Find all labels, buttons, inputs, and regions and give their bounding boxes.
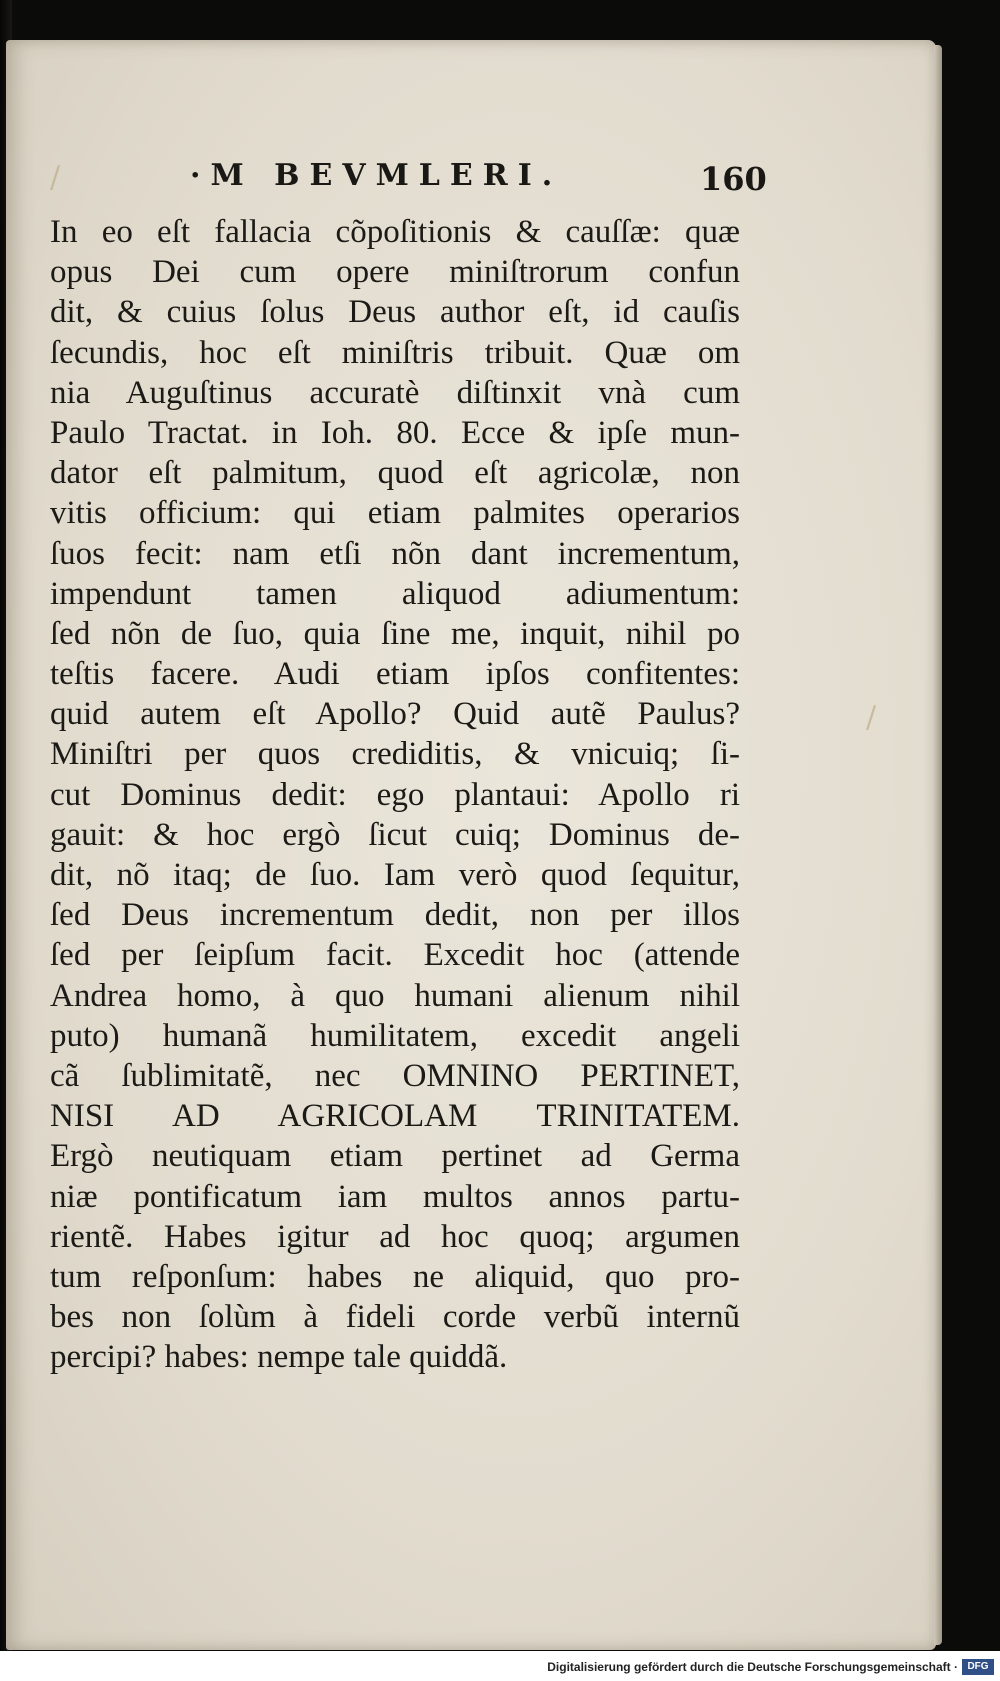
text-line: vitis officium: qui etiam palmites operarios <box>50 495 740 532</box>
text-line: gauit: & hoc ergò ſicut cuiq; Dominus de- <box>50 816 740 853</box>
text-line: impendunt tamen aliquod adiumentum: <box>50 575 740 612</box>
footer-bar <box>0 1651 1000 1681</box>
text-line: opus Dei cum opere miniſtrorum confun <box>50 254 740 291</box>
text-line: ſecundis, hoc eſt miniſtris tribuit. Quæ om <box>50 334 740 371</box>
text-line: dator eſt palmitum, quod eſt agricolæ, non <box>50 455 740 492</box>
text-line: ſuos fecit: nam etſi nõn dant incrementum, <box>50 535 740 572</box>
text-line: teſtis facere. Audi etiam ipſos confitentes: <box>50 656 740 693</box>
text-line: ſed per ſeipſum facit. Excedit hoc (attende <box>50 937 740 974</box>
text-line: Andrea homo, à quo humani alienum nihil <box>50 977 740 1014</box>
text-line: tum reſponſum: habes ne aliquid, quo pro- <box>50 1258 740 1295</box>
text-line: Paulo Tractat. in Ioh. 80. Ecce & ipſe mun- <box>50 414 740 451</box>
text-line: percipi? habes: nempe tale quiddã. <box>50 1339 508 1376</box>
text-line: Miniſtri per quos crediditis, & vnicuiq; ſi- <box>50 736 740 773</box>
page-number: 160 <box>700 160 767 198</box>
margin-stain: / <box>50 160 61 195</box>
body-text <box>50 212 740 1377</box>
text-line: In eo eſt fallacia cõpoſitionis & cauſſæ: quæ <box>50 214 740 250</box>
text-line: quid autem eſt Apollo? Quid autẽ Paulus? <box>50 696 740 733</box>
text-line: bes non ſolùm à fideli corde verbũ internũ <box>50 1299 740 1336</box>
dfg-logo: DFG <box>962 1659 994 1675</box>
text-line: NISI AD AGRICOLAM TRINITATEM. <box>50 1098 740 1135</box>
text-line: dit, & cuius ſolus Deus author eſt, id cauſis <box>50 294 740 331</box>
text-line: Ergò neutiquam etiam pertinet ad Germa <box>50 1138 740 1175</box>
text-line: rientẽ. Habes igitur ad hoc quoq; argumen <box>50 1218 740 1255</box>
digitization-credit: Digitalisierung gefördert durch die Deutsche Forschungsgemeinschaft · <box>547 1660 958 1674</box>
text-line: ſed nõn de ſuo, quia ſine me, inquit, nihil po <box>50 615 740 652</box>
text-line: niæ pontificatum iam multos annos partu- <box>50 1178 740 1215</box>
text-line: cut Dominus dedit: ego plantaui: Apollo ri <box>50 776 740 813</box>
running-head: ·M BEVMLERI. <box>190 158 563 193</box>
page-edge <box>934 45 942 1645</box>
text-line: ſed Deus incrementum dedit, non per illos <box>50 897 740 934</box>
text-line: cã ſublimitatẽ, nec OMNINO PERTINET, <box>50 1057 740 1094</box>
text-line: puto) humanã humilitatem, excedit angeli <box>50 1017 740 1054</box>
text-line: nia Auguſtinus accuratè diſtinxit vnà cum <box>50 374 740 411</box>
margin-stain: / <box>866 700 877 735</box>
text-line: dit, nõ itaq; de ſuo. Iam verò quod ſequitur, <box>50 857 740 893</box>
